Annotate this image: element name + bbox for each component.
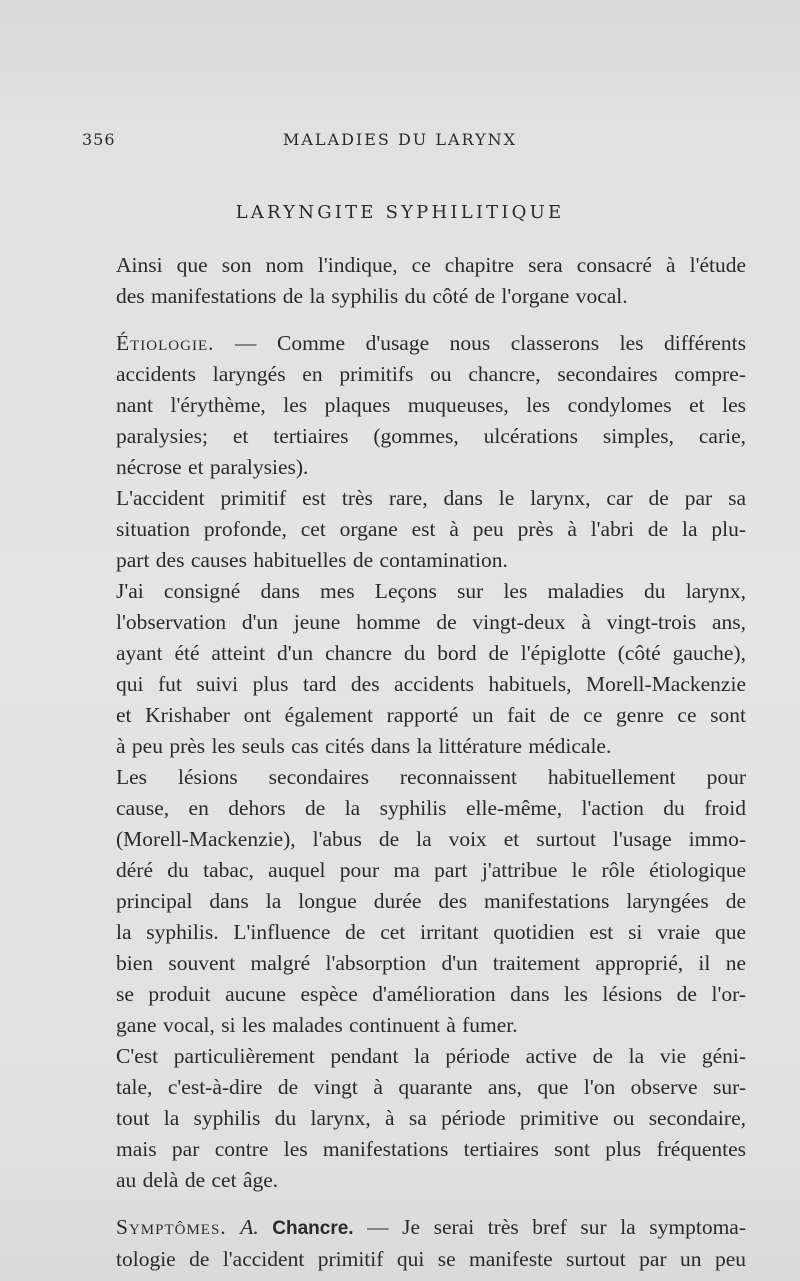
text-line: ayant été atteint d'un chancre du bord de l'épiglotte (côté gauche), bbox=[116, 641, 746, 665]
text-line: gane vocal, si les malades continuent à fumer. bbox=[116, 1013, 518, 1037]
text-line: qui fut suivi plus tard des accidents habituels, Morell-Mackenzie bbox=[116, 672, 746, 696]
text-line: à peu près les seuls cas cités dans la littérature médicale. bbox=[116, 734, 612, 758]
text-line: tout la syphilis du larynx, à sa période primitive ou secondaire, bbox=[116, 1106, 746, 1130]
text-line: se produit aucune espèce d'amélioration dans les lésions de l'or- bbox=[116, 982, 746, 1006]
text-line: (Morell-Mackenzie), l'abus de la voix et surtout l'usage immo- bbox=[116, 827, 746, 851]
running-head: MALADIES DU LARYNX bbox=[282, 130, 518, 149]
text-line bbox=[90, 1212, 746, 1244]
subsection-title-chancre: Chancre. bbox=[272, 1218, 354, 1239]
text-line: l'observation d'un jeune homme de vingt-deux à vingt-trois ans, bbox=[116, 610, 746, 634]
text-line: L'accident primitif est très rare, dans le larynx, car de par sa bbox=[116, 486, 746, 510]
text-line: nant l'érythème, les plaques muqueuses, les condylomes et les bbox=[116, 393, 746, 417]
paragraph-intro bbox=[90, 250, 746, 312]
section-lead-etiologie: Étiologie. bbox=[116, 331, 215, 355]
text-line: déré du tabac, auquel pour ma part j'attribue le rôle étiologique bbox=[116, 858, 746, 882]
text-line: Ainsi que son nom l'indique, ce chapitre sera consacré à l'étude bbox=[116, 253, 746, 277]
text-line: principal dans la longue durée des manifestations laryngées de bbox=[116, 889, 746, 913]
text-line: tale, c'est-à-dire de vingt à quarante ans, que l'on observe sur- bbox=[116, 1075, 746, 1099]
text-line: tologie de l'accident primitif qui se manifeste surtout par un peu bbox=[116, 1247, 746, 1271]
text-line: situation profonde, cet organe est à peu près à l'abri de la plu- bbox=[116, 517, 746, 541]
text-segment: — Je serai très bref sur la symptoma- bbox=[353, 1215, 746, 1239]
text-line: C'est particulièrement pendant la période active de la vie géni- bbox=[116, 1044, 746, 1068]
text-line: mais par contre les manifestations tertiaires sont plus fréquentes bbox=[116, 1137, 746, 1161]
paragraph-accident-primitif bbox=[90, 483, 746, 576]
text-line bbox=[90, 328, 746, 359]
body-text bbox=[90, 250, 746, 1275]
text-line: Les lésions secondaires reconnaissent habituellement pour bbox=[116, 765, 746, 789]
section-lead-symptomes: Symptômes. bbox=[116, 1215, 227, 1239]
page-number: 356 bbox=[82, 130, 116, 149]
text-line: et Krishaber ont également rapporté un fait de ce genre ce sont bbox=[116, 703, 746, 727]
text-line: cause, en dehors de la syphilis elle-même, l'action du froid bbox=[116, 796, 746, 820]
paragraph-etiologie bbox=[90, 328, 746, 483]
paragraph-observation bbox=[90, 576, 746, 762]
text-line: nécrose et paralysies). bbox=[116, 455, 309, 479]
paragraph-lesions-secondaires bbox=[90, 762, 746, 1041]
text-line: J'ai consigné dans mes Leçons sur les maladies du larynx, bbox=[116, 579, 746, 603]
text-segment: — Comme d'usage nous classerons les différents bbox=[214, 331, 746, 355]
text-line: part des causes habituelles de contamination. bbox=[116, 548, 508, 572]
paragraph-symptomes bbox=[90, 1212, 746, 1275]
text-line: la syphilis. L'influence de cet irritant quotidien est si vraie que bbox=[116, 920, 746, 944]
chapter-title: LARYNGITE SYPHILITIQUE bbox=[235, 202, 565, 223]
text-line: paralysies; et tertiaires (gommes, ulcérations simples, carie, bbox=[116, 424, 746, 448]
text-line: des manifestations de la syphilis du côté de l'organe vocal. bbox=[116, 284, 628, 308]
text-line: au delà de cet âge. bbox=[116, 1168, 279, 1192]
text-line: accidents laryngés en primitifs ou chancre, secondaires compre- bbox=[116, 362, 746, 386]
text-line: bien souvent malgré l'absorption d'un traitement approprié, il ne bbox=[116, 951, 746, 975]
paragraph-periode-active bbox=[90, 1041, 746, 1196]
subsection-letter: A. bbox=[240, 1215, 259, 1239]
